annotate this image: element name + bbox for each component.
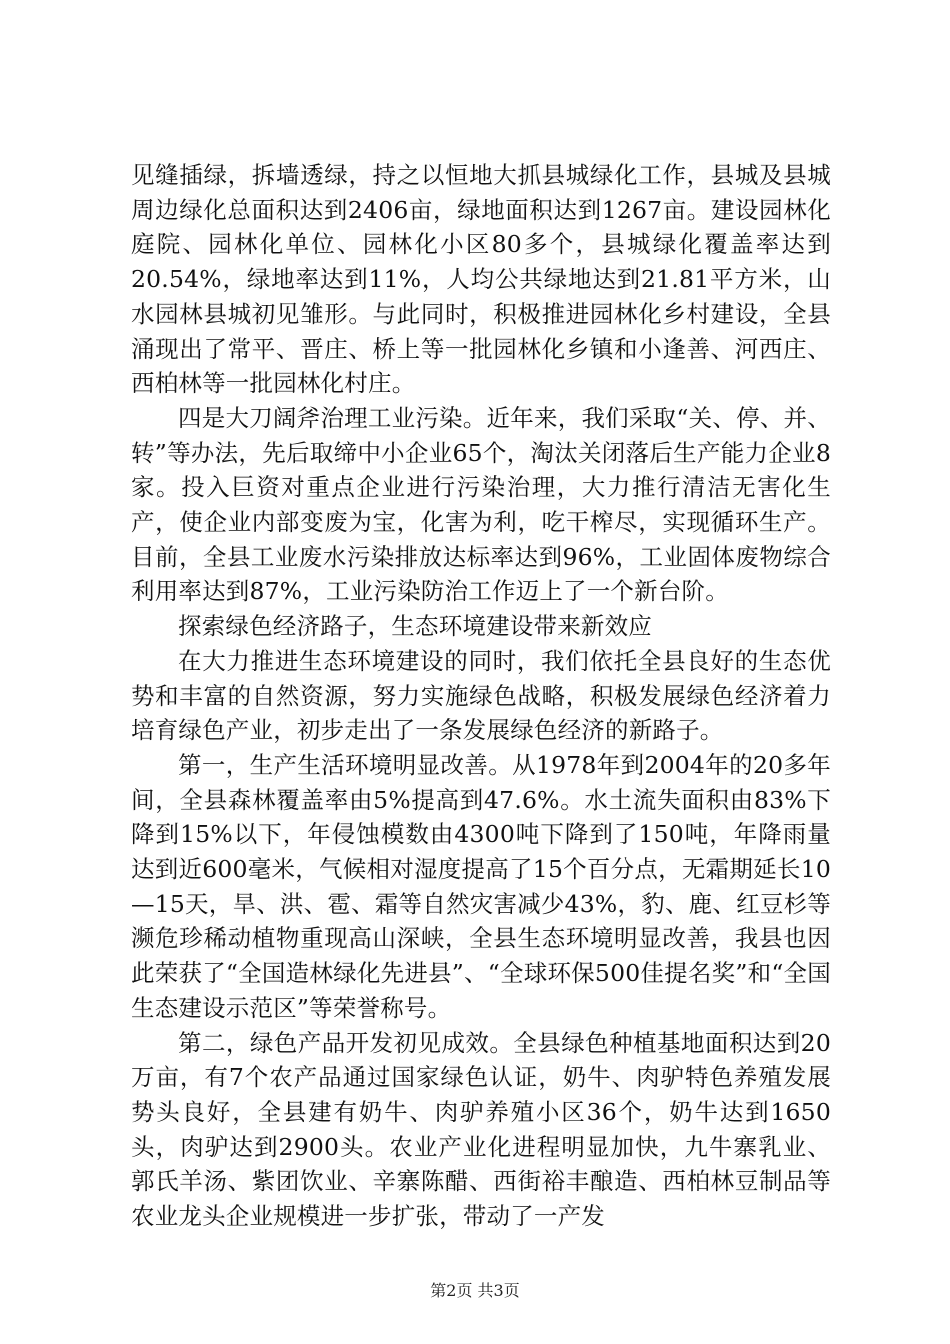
- paragraph-greening-county: 见缝插绿，拆墙透绿，持之以恒地大抓县城绿化工作，县城及县城周边绿化总面积达到2406亩，绿地面积达到1267亩。建设园林化庭院、园林化单位、园林化小区80多个，县城绿化覆盖率达到20.54%，绿地率达到11%，人均公共绿地达到21.81平方米，山水园林县城初见雏形。与此同时，积极推进园林化乡村建设，全县涌现出了常平、晋庄、桥上等一批园林化乡镇和小逢善、河西庄、西柏林等一批园林化村庄。: [131, 161, 831, 398]
- paragraph-green-products: 第二，绿色产品开发初见成效。全县绿色种植基地面积达到20万亩，有7个农产品通过国家绿色认证，奶牛、肉驴特色养殖发展势头良好，全县建有奶牛、肉驴养殖小区36个，奶牛达到1650头，肉驴达到2900头。农业产业化进程明显加快，九牛寨乳业、郭氏羊汤、紫团饮业、辛寨陈醋、西街裕丰酿造、西柏林豆制品等农业龙头企业规模进一步扩张，带动了一产发: [131, 1028, 831, 1231]
- document-body: [131, 158, 831, 1234]
- page-number: 第2页 共3页: [430, 1281, 520, 1300]
- paragraph-environment-improvement: 第一，生产生活环境明显改善。从1978年到2004年的20多年间，全县森林覆盖率由5%提高到47.6%。水土流失面积由83%下降到15%以下，年侵蚀模数由4300吨下降到了150吨，年降雨量达到近600毫米，气候相对湿度提高了15个百分点，无霜期延长10—15天，旱、洪、雹、霜等自然灾害减少43%，豹、鹿、红豆杉等濒危珍稀动植物重现高山深峡，全县生态环境明显改善，我县也因此荣获了“全国造林绿化先进县”、“全球环保500佳提名奖”和“全国生态建设示范区”等荣誉称号。: [131, 750, 831, 1022]
- paragraph-industrial-pollution: 四是大刀阔斧治理工业污染。近年来，我们采取“关、停、并、转”等办法，先后取缔中小企业65个，淘汰关闭落后生产能力企业8家。投入巨资对重点企业进行污染治理，大力推行清洁无害化生产，使企业内部变废为宝，化害为利，吃干榨尽，实现循环生产。目前，全县工业废水污染排放达标率达到96%，工业固体废物综合利用率达到87%，工业污染防治工作迈上了一个新台阶。: [131, 403, 831, 606]
- section-heading: 探索绿色经济路子，生态环境建设带来新效应: [178, 612, 652, 641]
- paragraph-green-economy-intro: 在大力推进生态环境建设的同时，我们依托全县良好的生态优势和丰富的自然资源，努力实施绿色战略，积极发展绿色经济着力培育绿色产业，初步走出了一条发展绿色经济的新路子。: [131, 646, 831, 745]
